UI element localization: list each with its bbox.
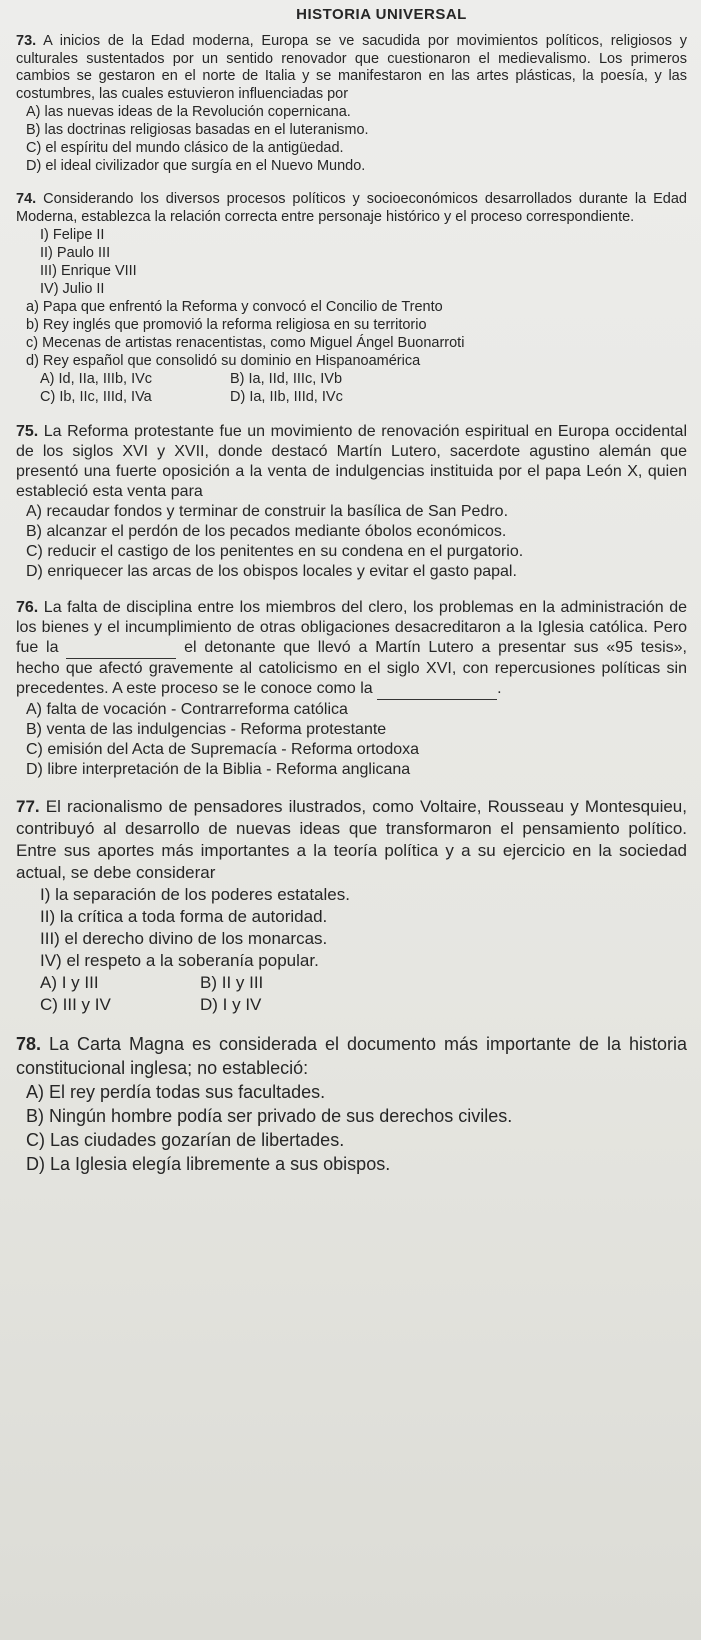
option-c[interactable]: C) reducir el castigo de los penitentes en su condena en el purgatorio. <box>26 543 524 560</box>
option-b[interactable]: B) venta de las indulgencias - Reforma protestante <box>26 721 387 738</box>
option-d[interactable]: D) el ideal civilizador que surgía en el Nuevo Mundo. <box>26 158 366 174</box>
option-d[interactable]: D) libre interpretación de la Biblia - Reforma anglicana <box>26 761 411 778</box>
option-b[interactable]: B) alcanzar el perdón de los pecados mediante óbolos económicos. <box>26 523 507 540</box>
question-text: El racionalismo de pensadores ilustrados, como Voltaire, Rousseau y Montesquieu, contribuyó al desarrollo de nuevas ideas que transformaron el pensamiento político. Entre sus aportes más importantes a la teoría política y a su ejercicio en la sociedad actual, se debe considerar <box>16 797 687 882</box>
item-3: III) Enrique VIII <box>40 263 137 279</box>
answer-grid <box>16 370 687 406</box>
item-2: II) la crítica a toda forma de autoridad. <box>40 907 328 926</box>
question-76-stem <box>16 598 687 700</box>
question-78 <box>16 1032 687 1176</box>
option-c[interactable]: C) emisión del Acta de Supremacía - Reforma ortodoxa <box>26 741 420 758</box>
option-a[interactable]: A) las nuevas ideas de la Revolución copernicana. <box>26 104 351 120</box>
question-77-stem <box>16 796 687 884</box>
option-a[interactable]: A) I y III <box>40 973 99 992</box>
option-b[interactable]: B) las doctrinas religiosas basadas en el luteranismo. <box>26 122 369 138</box>
question-75-stem <box>16 422 687 502</box>
question-text: La Carta Magna es considerada el documento más importante de la historia constitucional inglesa; no estableció: <box>16 1034 687 1078</box>
question-number: 78. <box>16 1034 42 1054</box>
item-2: II) Paulo III <box>40 245 111 261</box>
option-c[interactable]: C) Las ciudades gozarían de libertades. <box>26 1130 345 1150</box>
fill-blank[interactable] <box>66 638 176 659</box>
question-number: 75. <box>16 423 39 440</box>
definition-b: b) Rey inglés que promovió la reforma religiosa en su territorio <box>26 317 427 333</box>
option-d[interactable]: D) enriquecer las arcas de los obispos locales y evitar el gasto papal. <box>26 563 517 580</box>
question-75 <box>16 422 687 582</box>
option-d[interactable]: D) La Iglesia elegía libremente a sus obispos. <box>26 1154 391 1174</box>
option-d[interactable]: D) Ia, IIb, IIId, IVc <box>230 389 343 405</box>
option-a[interactable]: A) recaudar fondos y terminar de construir la basílica de San Pedro. <box>26 503 509 520</box>
question-78-stem <box>16 1032 687 1080</box>
definition-a: a) Papa que enfrentó la Reforma y convocó el Concilio de Trento <box>26 299 443 315</box>
item-4: IV) Julio II <box>40 281 105 297</box>
item-1: I) Felipe II <box>40 227 105 243</box>
question-77 <box>16 796 687 1016</box>
question-text: La falta de disciplina entre los miembros del clero, los problemas en la administración de los bienes y el incumplimiento de otras obligaciones desacreditaron a la Iglesia católica. Pero fue la <box>16 599 687 656</box>
option-a[interactable]: A) falta de vocación - Contrarreforma católica <box>26 701 348 718</box>
option-c[interactable]: C) III y IV <box>40 995 111 1014</box>
question-74-stem <box>16 191 687 226</box>
question-number: 76. <box>16 599 39 616</box>
answer-grid <box>16 972 687 1016</box>
option-c[interactable]: C) el espíritu del mundo clásico de la antigüedad. <box>26 140 344 156</box>
question-73 <box>16 33 687 175</box>
option-b[interactable]: B) Ningún hombre podía ser privado de sus derechos civiles. <box>26 1106 513 1126</box>
option-b[interactable]: B) Ia, IId, IIIc, IVb <box>230 371 343 387</box>
period: . <box>497 680 502 697</box>
item-4: IV) el respeto a la soberanía popular. <box>40 951 319 970</box>
option-a[interactable]: A) Id, IIa, IIIb, IVc <box>40 371 153 387</box>
question-text: A inicios de la Edad moderna, Europa se ve sacudida por movimientos políticos, religiosos y culturales sustentados por un sentido renovador que cuestionaron el medievalismo. Los primeros cambios se gestaron en el norte de Italia y se manifestaron en las artes plásticas, la poesía, y las costumbres, las cuales estuvieron influenciadas por <box>16 33 687 102</box>
option-c[interactable]: C) Ib, IIc, IIId, IVa <box>40 389 152 405</box>
item-3: III) el derecho divino de los monarcas. <box>40 929 328 948</box>
question-text: La Reforma protestante fue un movimiento de renovación espiritual en Europa occidental de los siglos XVI y XVII, donde destacó Martín Lutero, sacerdote agustino alemán que presentó una fuerte oposición a la venta de indulgencias instituida por el papa León X, quien estableció esta venta para <box>16 423 687 500</box>
question-text: Considerando los diversos procesos políticos y socioeconómicos desarrollados durante la Edad Moderna, establezca la relación correcta entre personaje histórico y el proceso correspondiente. <box>16 191 687 225</box>
question-73-stem <box>16 33 687 103</box>
option-b[interactable]: B) II y III <box>200 973 264 992</box>
question-number: 77. <box>16 797 40 816</box>
question-number: 74. <box>16 191 37 207</box>
item-1: I) la separación de los poderes estatales. <box>40 885 350 904</box>
question-text-continued: el detonante que llevó a Martín Lutero a presentar sus «95 tesis», hecho que afectó gravemente al catolicismo en el siglo XVI, con repercusiones políticas sin precedentes. A este proceso se le conoce como la <box>16 639 687 697</box>
option-d[interactable]: D) I y IV <box>200 995 262 1014</box>
question-76 <box>16 598 687 780</box>
page-header: HISTORIA UNIVERSAL <box>296 6 467 23</box>
definition-c: c) Mecenas de artistas renacentistas, como Miguel Ángel Buonarroti <box>26 335 465 351</box>
fill-blank[interactable] <box>377 679 497 700</box>
question-74 <box>16 191 687 406</box>
definition-d: d) Rey español que consolidó su dominio en Hispanoamérica <box>26 353 421 369</box>
option-a[interactable]: A) El rey perdía todas sus facultades. <box>26 1082 326 1102</box>
question-number: 73. <box>16 33 37 49</box>
